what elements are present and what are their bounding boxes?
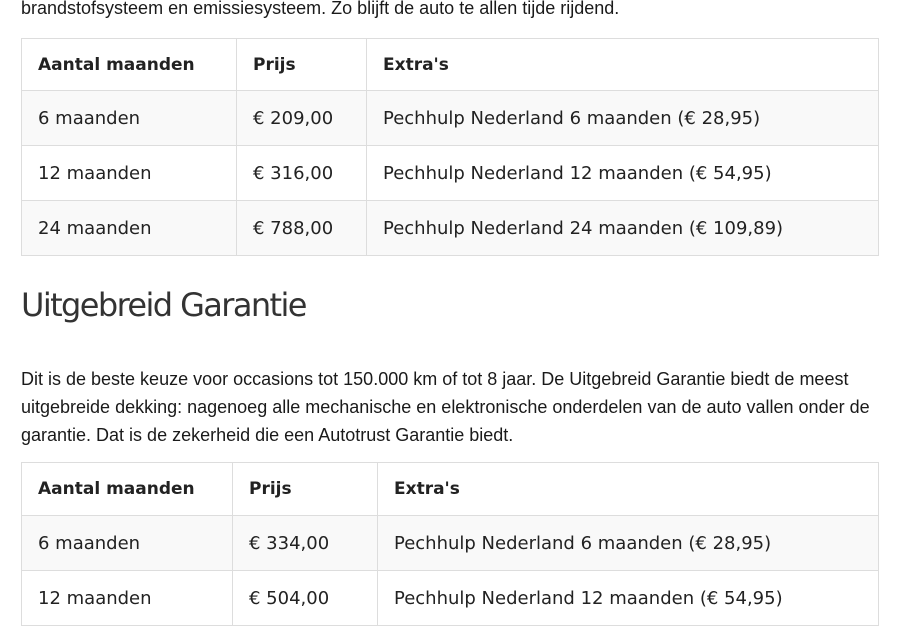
cell-months: 6 maanden xyxy=(22,91,237,146)
section-description: Dit is de beste keuze voor occasions tot 150.000 km of tot 8 jaar. De Uitgebreid Garantie biedt de meest uitgebreide dekking: nagenoeg alle mechanische en elektronische onderdelen van de auto vallen onder de garantie. Dat is de zekerheid die een Autotrust Garantie biedt. xyxy=(21,369,870,445)
table-row xyxy=(22,571,879,626)
cell-months: 6 maanden xyxy=(22,516,233,571)
cell-months: 12 maanden xyxy=(22,571,233,626)
cell-months: 24 maanden xyxy=(22,201,237,256)
table-row xyxy=(22,516,879,571)
cell-extras: Pechhulp Nederland 6 maanden (€ 28,95) xyxy=(378,516,879,571)
header-price: Prijs xyxy=(237,39,367,91)
table-row xyxy=(22,201,879,256)
cell-extras: Pechhulp Nederland 12 maanden (€ 54,95) xyxy=(367,146,879,201)
header-months: Aantal maanden xyxy=(22,463,233,516)
cell-price: € 334,00 xyxy=(233,516,378,571)
header-months: Aantal maanden xyxy=(22,39,237,91)
table-header-row xyxy=(22,39,879,91)
uitgebreid-price-table xyxy=(21,462,879,626)
intro-paragraph: brandstofsysteem en emissiesysteem. Zo blijft de auto te allen tijde rijdend. xyxy=(21,0,620,18)
cell-extras: Pechhulp Nederland 6 maanden (€ 28,95) xyxy=(367,91,879,146)
cell-price: € 504,00 xyxy=(233,571,378,626)
table-header-row xyxy=(22,463,879,516)
cell-price: € 316,00 xyxy=(237,146,367,201)
section-title: Uitgebreid Garantie xyxy=(21,286,306,324)
header-extras: Extra's xyxy=(367,39,879,91)
cell-price: € 209,00 xyxy=(237,91,367,146)
cell-price: € 788,00 xyxy=(237,201,367,256)
cell-months: 12 maanden xyxy=(22,146,237,201)
header-price: Prijs xyxy=(233,463,378,516)
header-extras: Extra's xyxy=(378,463,879,516)
table-row xyxy=(22,146,879,201)
table-row xyxy=(22,91,879,146)
cell-extras: Pechhulp Nederland 24 maanden (€ 109,89) xyxy=(367,201,879,256)
cell-extras: Pechhulp Nederland 12 maanden (€ 54,95) xyxy=(378,571,879,626)
basis-price-table xyxy=(21,38,879,256)
